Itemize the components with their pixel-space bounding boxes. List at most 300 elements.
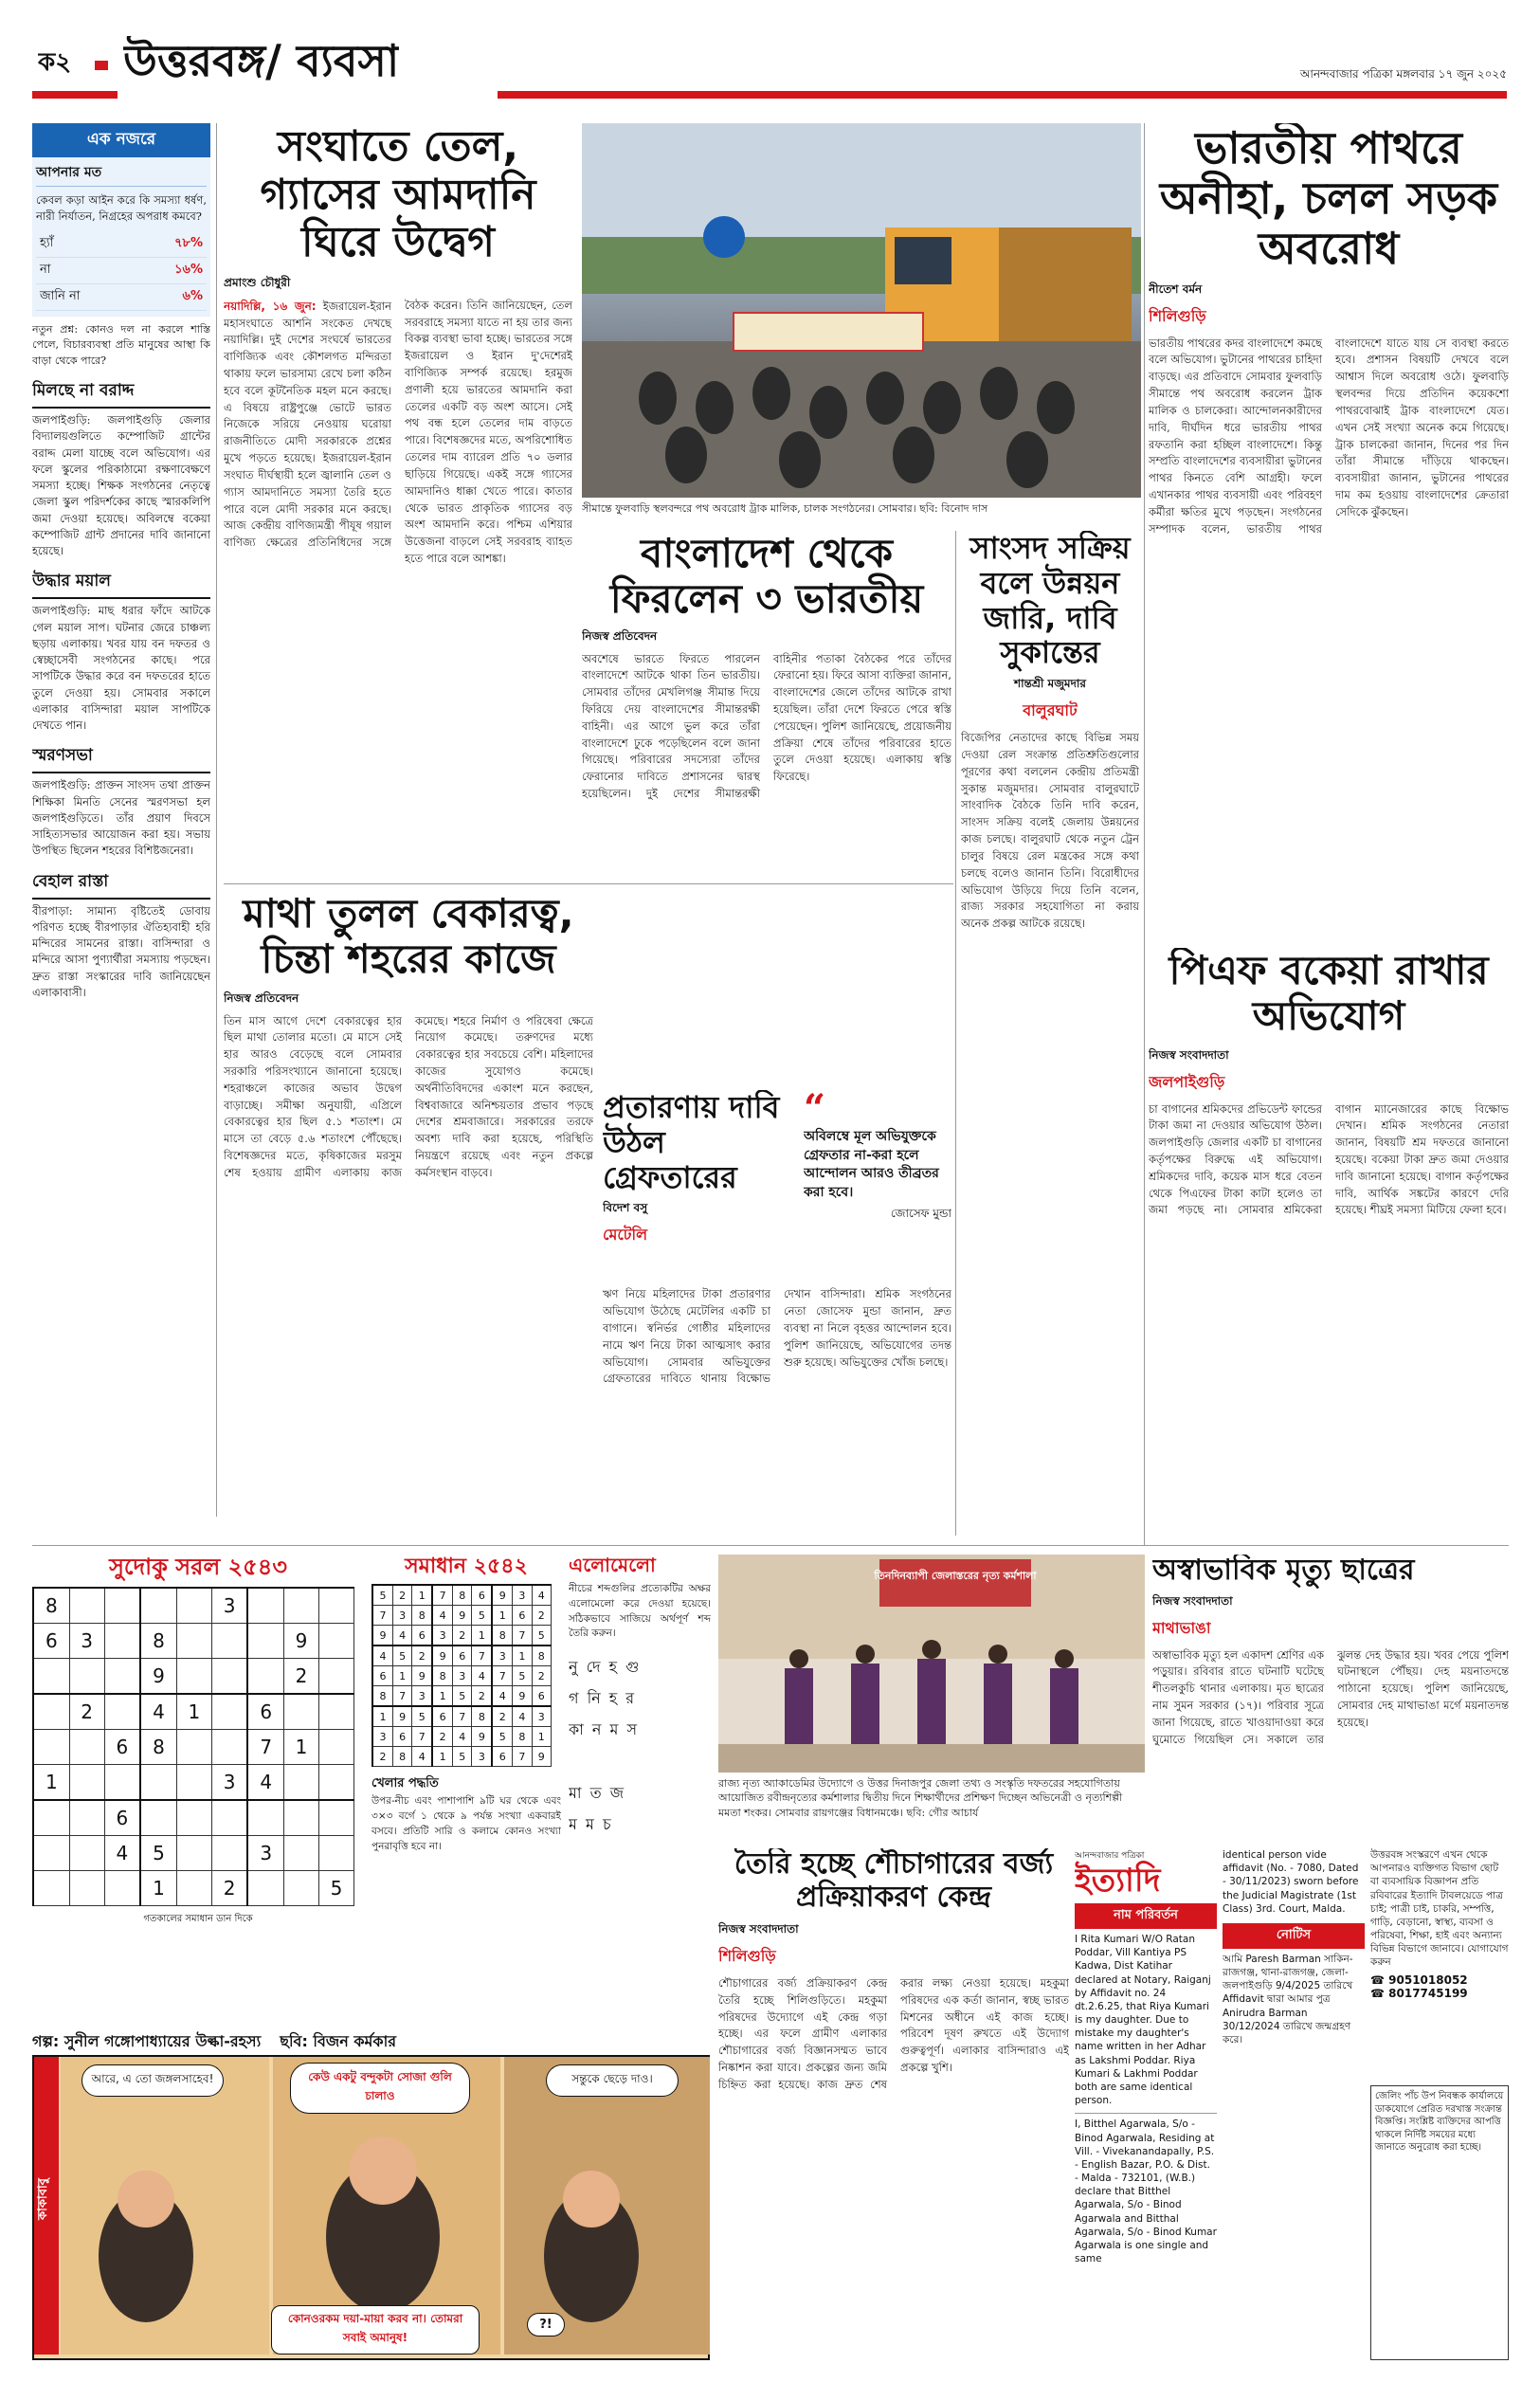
grid-cell [247,1623,283,1658]
grid-cell: 1 [492,1606,512,1626]
grid-cell: 7 [247,1729,283,1764]
poll-title: আপনার মত [36,161,207,187]
grid-cell [176,1800,211,1836]
poll-row [36,258,207,284]
grid-cell [176,1623,211,1658]
classifieds [1075,1848,1509,2365]
puzzle-row: নু দে হ গু [569,1658,642,1676]
grid-cell: 6 [104,1729,140,1764]
sudoku-footer: গতকালের সমাধান ডান দিকে [143,1913,253,1924]
story-text: শৌচাগারের বর্জ্য প্রক্রিয়াকরণ কেন্দ্র তৈরি হচ্ছে শিলিগুড়িতে। মহকুমা পরিষদের উদ্যোগে এই কেন্দ্র গড়া হচ্ছে। এর ফলে গ্রামীণ এলাকার শৌচাগারের বর্জ্য বিজ্ঞানসম্মত ভাবে নিষ্কাশন করা যাবে। প্রকল্পের জন্য জমি চিহ্নিত করা হয়েছে। কাজ দ্রুত শেষ করার লক্ষ্য নেওয়া হয়েছে। মহকুমা পরিষদের এক কর্তা জানান, স্বচ্ছ ভারত মিশনের অধীনে এই কাজ হচ্ছে। পরিবেশ দূষণ রুখতে এই উদ্যোগ গুরুত্বপূর্ণ। এলাকার বাসিন্দারাও এই প্রকল্পে খুশি। [718,1976,1069,2091]
grid-cell [176,1870,211,1905]
grid-row [372,1585,552,1606]
dateline: বালুরঘাট [1023,701,1078,720]
grid-cell [211,1729,247,1764]
grid-cell [69,1764,104,1800]
grid-cell [104,1588,140,1624]
phone-icon: ☎ [1370,1986,1385,2000]
phone-number: 9051018052 [1388,1973,1468,1987]
grid-cell: 9 [513,1686,532,1707]
comic-side-label [34,2057,59,2355]
grid-cell [69,1729,104,1764]
grid-cell [176,1729,211,1764]
rules-title: খেলার পদ্ধতি [371,1776,439,1791]
notice-text: I, Bitthel Agarwala, S/o - Binod Agarwala, Residing at Vill. - Vivekanandapally, P.S. - English Bazar, P.O. & Dist. - Malda - 732101, (W.B.) declare that Bitthel Agarwala, S/o - Binod Agarwala and Bitthal Agarwala, S/o - Binod Kumar Agarwala is one single and same [1075,2113,1217,2265]
comic-artist: ছবি: বিজন কর্মকার [280,2031,397,2050]
grid-cell [318,1764,353,1800]
poll-row [36,284,207,311]
comic-header [32,2028,710,2055]
quote-author: জোসেফ মুন্ডা [890,1207,951,1221]
story-death [1152,1555,1509,1839]
grid-cell [176,1658,211,1694]
grid-cell: 9 [412,1666,432,1686]
grid-cell: 5 [453,1686,472,1707]
poll-box [32,157,210,317]
grid-cell: 9 [284,1623,319,1658]
sidebar [32,123,210,1512]
grid-cell [284,1800,319,1836]
grid-cell: 1 [513,1646,532,1666]
grid-cell: 7 [513,1747,532,1767]
pull-quote [804,1090,951,1251]
headline: তৈরি হচ্ছে শৌচাগারের বর্জ্য প্রক্রিয়াকরণ কেন্দ্র [734,1848,1054,1914]
grid-cell [33,1694,69,1730]
grid-cell: 6 [412,1626,432,1646]
dateline: শিলিগুড়ি [718,1947,776,1965]
sidebar-item-text: জলপাইগুড়ি: মাছ ধরার ফাঁদে আটকে গেল ময়াল সাপ। ঘটনার জেরে চাঞ্চল্য ছড়ায় এলাকায়। খবর যায় বন দফতর ও স্বেচ্ছাসেবী সংগঠনের কাছে। পরে সাপটিকে উদ্ধার করে বন দফতরের হাতে তুলে দেওয়া হয়। সোমবার সকালে এলাকার বাসিন্দারা ময়াল সাপটিকে দেখতে পান। [32,604,210,732]
dateline: জলপাইগুড়ি [1149,1072,1225,1091]
grid-cell: 3 [211,1588,247,1624]
grid-cell: 6 [492,1747,512,1767]
poll-value: ৭৮% [174,235,203,250]
grid-cell: 7 [392,1686,411,1707]
byline: বিদেশ বসু [603,1201,648,1215]
grid-cell: 1 [472,1626,492,1646]
grid-cell [318,1800,353,1836]
byline: নিজস্ব সংবাদদাতা [1149,1047,1229,1062]
grid-cell: 3 [492,1646,512,1666]
dance-photo [718,1555,1145,1773]
grid-cell: 6 [532,1686,551,1707]
byline: শান্তশ্রী মজুমদার [1014,677,1086,691]
headline: বাংলাদেশ থেকে ফিরলেন ৩ ভারতীয় [609,531,924,623]
grid-cell: 4 [104,1835,140,1870]
puzzle-row: ম ম চ [569,1815,613,1833]
speech-bubble: কেউ একটু বন্দুকটা সোজা গুলি চালাও [290,2063,470,2114]
grid-cell: 1 [140,1870,176,1905]
grid-cell: 8 [513,1727,532,1747]
grid-cell: 9 [392,1706,411,1727]
photo-protest-block [582,123,1141,521]
grid-cell: 9 [492,1585,512,1606]
grid-cell: 8 [472,1706,492,1727]
phone-icon: ☎ [1370,1973,1385,1987]
puzzle-row: মা ত জ [569,1784,626,1802]
grid-cell: 3 [69,1623,104,1658]
grid-cell [33,1658,69,1694]
sidebar-item-title: স্মরণসভা [32,743,210,773]
headline: ভারতীয় পাথরে অনীহা, চলল সড়ক অবরোধ [1159,123,1498,274]
story-waste [718,1848,1069,2360]
grid-cell [176,1835,211,1870]
grid-cell [140,1588,176,1624]
grid-cell: 3 [532,1706,551,1727]
story-bangladesh [582,531,951,891]
grid-cell: 8 [453,1585,472,1606]
grid-cell [104,1870,140,1905]
grid-row [372,1646,552,1666]
dateline: মেটেলি [603,1226,648,1245]
grid-cell: 4 [532,1585,551,1606]
grid-cell: 7 [492,1666,512,1686]
grid-cell [140,1800,176,1836]
grid-cell [284,1764,319,1800]
grid-cell: 5 [513,1666,532,1686]
grid-cell: 4 [432,1606,452,1626]
story-gas [224,123,572,882]
story-stone [1149,123,1509,844]
grid-row [33,1658,354,1694]
grid-row [33,1588,354,1624]
grid-cell [140,1764,176,1800]
byline: নিজস্ব প্রতিবেদন [582,628,658,643]
grid-cell [211,1623,247,1658]
photo-caption: সীমান্তে ফুলবাড়ি স্থলবন্দরে পথ অবরোধ ট্রাক মালিক, চালক সংগঠনের। সোমবার। ছবি: বিনোদ দাস [582,502,988,515]
grid-cell: 7 [472,1646,492,1666]
grid-cell [318,1694,353,1730]
grid-cell: 1 [392,1666,411,1686]
grid-cell [284,1870,319,1905]
grid-cell [33,1729,69,1764]
story-body [224,298,572,882]
grid-cell: 8 [33,1588,69,1624]
grid-cell [104,1658,140,1694]
sidebar-header: এক নজরে [32,123,210,157]
speech-bubble: সন্তুকে ছেড়ে দাও। [546,2064,679,2097]
phone-number: 8017745199 [1388,1986,1468,2000]
speech-bubble: কোনওরকম দয়া-মায়া করব না। তোমরা সবাই অমানুষ! [271,2305,480,2355]
story-mp [961,531,1139,1536]
poll-value: ৬% [182,288,203,303]
classifieds-col-a [1075,1848,1217,2365]
sidebar-item-text: বীরপাড়া: সামান্য বৃষ্টিতেই ডোবায় পরিণত হচ্ছে বীরপাড়ার ঐতিহ্যবাহী হরি মন্দিরের সামনের রাস্তা। বাসিন্দারা ও মন্দিরে আসা পুণ্যার্থীরা সমস্যায় পড়ছেন। দ্রুত রাস্তা সংস্কারের দাবি জানিয়েছেন এলাকাবাসী। [32,903,210,999]
grid-cell: 4 [372,1646,392,1666]
grid-cell: 4 [472,1666,492,1686]
speech-bubble: আরে, এ তো জঙ্গলসাহেব! [82,2064,224,2097]
grid-cell: 4 [247,1764,283,1800]
grid-cell: 1 [33,1764,69,1800]
grid-cell [69,1870,104,1905]
poll-label: জানি না [40,288,81,303]
legal-notice: জেলিং পাঁচ উপ নিবন্ধক কার্যালয়ে ডাকযোগে প্রেরিত দরখাস্ত সংক্রান্ত বিজ্ঞপ্তি। সংশ্লিষ্ট ব্যক্তিদের আপত্তি থাকলে নির্দিষ্ট সময়ের মধ্যে জানাতে অনুরোধ করা হচ্ছে। [1370,2085,1509,2360]
quote-text: অবিলম্বে মূল অভিযুক্তকে গ্রেফতার না-করা হলে আন্দোলন আরও তীব্রতর করা হবে। [804,1129,939,1200]
grid-cell [69,1658,104,1694]
grid-cell: 8 [140,1729,176,1764]
grid-row [33,1835,354,1870]
grid-cell: 2 [284,1658,319,1694]
grid-cell: 6 [372,1666,392,1686]
grid-cell: 2 [69,1694,104,1730]
grid-cell: 5 [372,1585,392,1606]
headline: অস্বাভাবিক মৃত্যু ছাত্রের [1152,1555,1415,1587]
grid-cell: 8 [492,1626,512,1646]
grid-cell: 7 [513,1626,532,1646]
comic-side-text: কাকাবাবু [36,2178,50,2220]
classifieds-section: নোটিস [1223,1923,1365,1949]
promo-text: উত্তরবঙ্গ সংস্করণে এখন থেকে আপনারও ব্যক্তিগত বিভাগ ছোট বা ব্যবসায়িক বিজ্ঞাপন প্রতি রবিবারের ইত্যাদি টাবলয়েডে পাত্র চাই; পাত্রী চাই, চাকরি, সম্পত্তি, গাড়ি, বেড়ানো, স্বাস্থ্য, ব্যবসা ও পরিষেবা, শিক্ষা, হাই এবং অন্যান্য বিভিন্ন বিভাগে জানাবে। যোগাযোগ করুন [1370,1849,1509,1969]
solution-grid [371,1584,552,1767]
dateline: শিলিগুড়ি [1149,306,1206,325]
puzzle-title: এলোমেলো [569,1555,656,1576]
grid-cell: 9 [532,1747,551,1767]
grid-cell [318,1623,353,1658]
grid-cell [284,1835,319,1870]
grid-cell [176,1588,211,1624]
grid-cell: 3 [453,1666,472,1686]
grid-cell: 4 [492,1686,512,1707]
grid-cell: 6 [392,1727,411,1747]
promo-phone [1370,1973,1509,1987]
byline: নিজস্ব প্রতিবেদন [224,991,299,1005]
grid-cell [318,1588,353,1624]
speech-bubble: ?! [527,2313,565,2337]
grid-cell: 8 [432,1666,452,1686]
grid-cell [33,1800,69,1836]
grid-row [33,1623,354,1658]
story-text: চা বাগানের শ্রমিকদের প্রভিডেন্ট ফান্ডের টাকা জমা না দেওয়ার অভিযোগ উঠল। জলপাইগুড়ি জেলার একটি চা বাগানের কর্তৃপক্ষের বিরুদ্ধে এই অভিযোগ। শ্রমিকদের দাবি, কয়েক মাস ধরে বেতন থেকে পিএফের টাকা কাটা হলেও তা জমা পড়ছে না। সোমবার শ্রমিকেরা বাগান ম্যানেজারের কাছে বিক্ষোভ দেখান। শ্রমিক সংগঠনের নেতারা জানান, বিষয়টি শ্রম দফতরে জানানো হয়েছে। বকেয়া টাকা দ্রুত জমা দেওয়ার দাবি জানানো হয়েছে। বাগান কর্তৃপক্ষের দাবি, আর্থিক সঙ্কটের কারণে দেরি হয়েছে। শীঘ্রই সমস্যা মিটিয়ে ফেলা হবে। [1149,1101,1509,1217]
grid-row [372,1606,552,1626]
grid-cell [211,1800,247,1836]
sudoku-title: সুদোকু সরল ২৫৪৩ [109,1555,287,1580]
grid-cell [69,1800,104,1836]
grid-cell [176,1764,211,1800]
grid-cell: 9 [140,1658,176,1694]
sidebar-item-title: মিলছে না বরাদ্দ [32,378,210,409]
grid-cell: 2 [472,1686,492,1707]
dance-photo-illustration [718,1555,1145,1773]
masthead [0,0,1540,106]
grid-cell: 9 [453,1606,472,1626]
protest-photo [582,123,1141,498]
story-pf [1149,948,1509,1536]
grid-cell [247,1588,283,1624]
grid-cell: 7 [372,1606,392,1626]
grid-cell: 9 [432,1646,452,1666]
comic-panels [32,2055,710,2360]
grid-cell [33,1870,69,1905]
grid-cell: 3 [412,1686,432,1707]
grid-row [33,1764,354,1800]
photo-caption: রাজ্য নৃত্য অ্যাকাডেমির উদ্যোগে ও উত্তর দিনাজপুর জেলা তথ্য ও সংস্কৃতি দফতরের সহযোগিতায় আয়োজিত রবীন্দ্রনৃত্যের কর্মশালার দ্বিতীয় দিনে শিক্ষার্থীদের প্রশিক্ষণ দিচ্ছেন অভিনেত্রী ও নৃত্যশিল্পী মমতা শংকর। সোমবার রায়গঞ্জের বিধানমঞ্চে। ছবি: গৌর আচার্য [718,1777,1123,1819]
grid-cell: 4 [140,1694,176,1730]
protest-photo-illustration [582,123,1141,498]
grid-cell: 5 [453,1747,472,1767]
column-rule [1144,123,1145,1545]
grid-cell [247,1658,283,1694]
grid-cell: 2 [453,1626,472,1646]
comic-strip [32,2028,710,2360]
grid-row [372,1706,552,1727]
grid-cell [284,1588,319,1624]
story-text: অস্বাভাবিক মৃত্যু হল একাদশ শ্রেণির এক পড়ুয়ার। রবিবার রাতে ঘটনাটি ঘটেছে শীতলকুচি থানার এলাকায়। মৃত ছাত্রের নাম সুমন সরকার (১৭)। পরিবার সূত্রে জানা গিয়েছে, রাতে খাওয়াদাওয়া করে ঘুমোতে গিয়েছিল সে। সকালে তার ঝুলন্ত দেহ উদ্ধার হয়। খবর পেয়ে পুলিশ ঘটনাস্থলে পৌঁছয়। দেহ ময়নাতদন্তে পাঠানো হয়েছে। পুলিশ জানিয়েছে, সোমবার দেহ মাথাভাঙা মর্গে ময়নাতদন্ত হয়েছে। [1152,1647,1509,1746]
poll-next-question: নতুন প্রশ্ন: কোনও দল না করলে শাস্তি পেলে, বিচারব্যবস্থা প্রতি মানুষের আস্থা কি বাড়া থেকে পারে? [32,322,210,367]
grid-cell: 3 [372,1727,392,1747]
notice-text: identical person vide affidavit (No. - 7080, Dated - 30/11/2023) sworn before the Judicial Magistrate (1st Class) 3rd. Court, Malda. [1223,1849,1359,1915]
grid-cell: 6 [513,1606,532,1626]
grid-cell: 3 [472,1747,492,1767]
grid-cell [211,1658,247,1694]
grid-row [33,1694,354,1730]
grid-cell: 7 [453,1706,472,1727]
story-text: অবশেষে ভারতে ফিরতে পারলেন বাংলাদেশে আটকে থাকা তিন ভারতীয়। সোমবার তাঁদের মেখলিগঞ্জ সীমান্ত দিয়ে ফিরিয়ে দেয় বাংলাদেশের সীমান্তরক্ষী বাহিনী। এর আগে ভুল করে তাঁরা বাংলাদেশে ঢুকে পড়েছিলেন বলে জানা গিয়েছে। পরিবারের সদস্যেরা তাঁদের ফেরানোর দাবিতে প্রশাসনের দ্বারস্থ হয়েছিলেন। দুই দেশের সীমান্তরক্ষী বাহিনীর পতাকা বৈঠকের পরে তাঁদের ফেরানো হয়। ফিরে আসা ব্যক্তিরা জানান, বাংলাদেশের জেলে তাঁদের আটকে রাখা হয়েছিল। তাঁরা দেশে ফিরতে পেরে স্বস্তি পেয়েছেন। পুলিশ জানিয়েছে, প্রয়োজনীয় প্রক্রিয়া শেষে তাঁদের পরিবারের হাতে তুলে দেওয়া হয়েছে। এলাকায় স্বস্তি ফিরেছে। [582,651,951,801]
grid-cell: 5 [318,1870,353,1905]
poll-label: হ্যাঁ [40,235,54,250]
byline: নিজস্ব সংবাদদাতা [1152,1593,1233,1608]
headline: সাংসদ সক্রিয় বলে উন্নয়ন জারি, দাবি সুকান্তের [969,531,1131,671]
grid-cell: 3 [211,1764,247,1800]
rules-text: উপর-নীচ এবং পাশাপাশি ৯টি ঘর থেকে এবং ৩×৩ বর্গে ১ থেকে ৯ পর্যন্ত সংখ্যা একবারই বসবে। প্রতিটি সারি ও কলামে কোনও সংখ্যা পুনরাবৃত্তি হবে না। [371,1795,561,1852]
solution-title: সমাধান ২৫৪২ [405,1555,528,1578]
grid-cell: 1 [532,1727,551,1747]
photo-dance-block [718,1555,1145,1839]
grid-cell: 8 [532,1646,551,1666]
classifieds-brand: ইত্যাদি [1075,1862,1161,1900]
section-title: উত্তরবঙ্গ/ ব্যবসা [123,36,400,86]
grid-cell: 8 [392,1747,411,1767]
puzzle-text: নীচের শব্দগুলির প্রত্যেকটির অক্ষর এলোমেলো করে দেওয়া হয়েছে। সঠিকভাবে সাজিয়ে অর্থপূর্ণ শব্দ তৈরি করুন। [569,1583,711,1640]
grid-cell: 4 [513,1706,532,1727]
grid-cell [211,1835,247,1870]
poll-label: না [40,262,51,277]
grid-cell [284,1694,319,1730]
word-puzzle-block [569,1555,711,2019]
page-number: ক২ [38,49,72,77]
grid-cell: 6 [432,1706,452,1727]
headline: পিএফ বকেয়া রাখার অভিযোগ [1169,948,1489,1040]
grid-cell [247,1870,283,1905]
grid-cell: 2 [532,1666,551,1686]
dance-banner-text: তিনদিনব্যাপী জেলাস্তরের নৃত্য কর্মশালা [874,1570,1037,1582]
classifieds-sub: আনন্দবাজার পত্রিকা [1075,1851,1145,1861]
headline: মাথা তুলল বেকারত্ব, চিন্তা শহরের কাজে [243,891,574,983]
grid-cell: 2 [392,1585,411,1606]
classifieds-section: নাম পরিবর্তন [1075,1903,1217,1929]
byline: প্রমাংশু চৌধুরী [224,275,291,289]
poll-row [36,231,207,258]
grid-cell: 9 [372,1626,392,1646]
grid-cell [33,1835,69,1870]
story-text: তিন মাস আগে দেশে বেকারত্বের হার ছিল মাথা তোলার মতো। মে মাসে সেই হার আরও বেড়েছে বলে সোমবার সরকারি পরিসংখ্যানে জানানো হয়েছে। শহরাঞ্চলে কাজের অভাব উদ্বেগ বাড়াচ্ছে। সমীক্ষা অনুযায়ী, এপ্রিলে বেকারত্বের হার ছিল ৫.১ শতাংশ। মে মাসে তা বেড়ে ৫.৬ শতাংশে পৌঁছেছে। বিশেষজ্ঞদের মতে, কৃষিকাজের মরসুম শেষ হওয়ায় গ্রামীণ এলাকায় কাজ কমেছে। শহরে নির্মাণ ও পরিষেবা ক্ষেত্রে নিয়োগ কমেছে। তরুণদের মধ্যে বেকারত্বের হার সবচেয়ে বেশি। মহিলাদের কাজের সুযোগও কমেছে। অর্থনীতিবিদদের একাংশ মনে করছেন, বিশ্ববাজারে অনিশ্চয়তার প্রভাব পড়ছে দেশের শ্রমবাজারে। সরকারের তরফে অবশ্য দাবি করা হয়েছে, পরিস্থিতি নিয়ন্ত্রণে রয়েছে এবং নতুন প্রকল্পে কর্মসংস্থান বাড়বে। [224,1013,593,1179]
notice-text: আমি Paresh Barman সাকিন-রাজগঞ্জ, থানা-রাজগঞ্জ, জেলা-জলপাইগুড়ি 9/4/2025 তারিখে Affidavit দ্বারা আমার পুত্র Anirudra Barman 30/12/2024 তারিখে জন্মগ্রহণ করে। [1223,1953,1353,2046]
brand-mark-icon [95,61,108,70]
puzzle-row: কা ন ম স [569,1720,640,1738]
section-rule [224,883,953,884]
sidebar-item-text: জলপাইগুড়ি: জলপাইগুড়ি জেলার বিদ্যালয়গুলিতে কম্পোজিট গ্রান্টের বরাদ্দ মেলা যাচ্ছে বলে অভিযোগ। এর ফলে স্কুলের পরিকাঠামো রক্ষণাবেক্ষণে সমস্যা হচ্ছে। শিক্ষক সংগঠনের নেতৃত্বে জেলা স্কুল পরিদর্শকের কাছে স্মারকলিপি জমা দেওয়া হয়েছে। অবিলম্বে বকেয়া কম্পোজিট গ্রান্ট প্রদানের দাবি জানানো হয়েছে। [32,413,210,557]
quote-mark-icon: “ [804,1090,826,1131]
notice-text: I Rita Kumari W/O Ratan Poddar, Vill Kantiya PS Kadwa, Dist Katihar declared at Notary, Raiganj by Affidavit no. 24 dt.2.6.25, that Riya Kumari is my daughter. Due to mistake my daughter's name written in her Adhar as Lakshmi Poddar. Riya Kumari & Lakhmi Poddar both are same identical person. [1075,1934,1211,2107]
grid-cell: 7 [432,1585,452,1606]
grid-cell: 4 [453,1727,472,1747]
grid-cell [104,1764,140,1800]
grid-cell: 5 [412,1706,432,1727]
grid-cell [211,1694,247,1730]
grid-cell: 2 [211,1870,247,1905]
grid-cell: 7 [412,1727,432,1747]
grid-cell: 3 [513,1585,532,1606]
sudoku-block [32,1555,364,2019]
grid-cell: 5 [532,1626,551,1646]
grid-row [33,1800,354,1836]
grid-cell: 6 [33,1623,69,1658]
grid-cell: 1 [176,1694,211,1730]
grid-cell: 4 [412,1747,432,1767]
grid-cell: 2 [432,1727,452,1747]
grid-cell [69,1835,104,1870]
story-unemployment [224,891,593,1526]
poll-value: ১৬% [174,262,203,277]
grid-cell: 8 [412,1606,432,1626]
grid-cell: 3 [432,1626,452,1646]
grid-cell: 6 [247,1694,283,1730]
grid-cell: 6 [472,1585,492,1606]
poll-question: কেবল কড়া আইন করে কি সমস্যা ধর্ষণ, নারী নির্যাতন, নিগ্রহের অপরাধ কমবে? [36,193,207,224]
grid-row [372,1727,552,1747]
column-rule [955,531,956,1536]
grid-cell: 4 [392,1626,411,1646]
grid-row [372,1666,552,1686]
grid-cell [104,1694,140,1730]
story-fraud [603,1090,951,1536]
grid-cell: 1 [412,1585,432,1606]
dateline: মাথাভাঙা [1152,1618,1211,1637]
classifieds-promo [1370,1848,1509,2076]
grid-cell: 8 [372,1686,392,1707]
grid-cell [318,1835,353,1870]
masthead-rule-left [32,91,118,99]
grid-cell: 1 [284,1729,319,1764]
section-rule [32,1545,1509,1546]
headline: সংঘাতে তেল, গ্যাসের আমদানি ঘিরে উদ্বেগ [260,123,536,267]
grid-row [372,1686,552,1707]
grid-cell [247,1800,283,1836]
classifieds-col-b [1223,1848,1365,2365]
sudoku-grid [32,1587,354,1906]
grid-cell [318,1658,353,1694]
grid-cell: 3 [247,1835,283,1870]
grid-cell [104,1623,140,1658]
puzzle-row: গ নি হ র [569,1689,637,1707]
grid-cell: 1 [432,1686,452,1707]
dateline: নয়াদিল্লি, ১৬ জুন: [224,299,317,313]
story-text: ঋণ নিয়ে মহিলাদের টাকা প্রতারণার অভিযোগ উঠেছে মেটেলির একটি চা বাগানে। স্বনির্ভর গোষ্ঠীর মহিলাদের নামে ঋণ নিয়ে টাকা আত্মসাৎ করার অভিযোগ। সোমবার অভিযুক্তের গ্রেফতারের দাবিতে থানায় বিক্ষোভ দেখান বাসিন্দারা। শ্রমিক সংগঠনের নেতা জোসেফ মুন্ডা জানান, দ্রুত ব্যবস্থা না নিলে বৃহত্তর আন্দোলন হবে। পুলিশ জানিয়েছে, অভিযোগের তদন্ত শুরু হয়েছে। অভিযুক্তের খোঁজ চলছে। [603,1287,951,1386]
grid-cell: 5 [392,1646,411,1666]
grid-row [33,1870,354,1905]
comic-title: গল্প: সুনীল গঙ্গোপাধ্যায়ের উল্কা-রহস্য [32,2031,262,2050]
grid-cell: 9 [472,1727,492,1747]
sidebar-item-text: জলপাইগুড়ি: প্রাক্তন সাংসদ তথা প্রাক্তন শিক্ষিকা মিনতি সেনের স্মরণসভা হল জলপাইগুড়িতে। তাঁর প্রয়াণ দিবসে সাহিত্যসভার আয়োজন করা হয়। সভায় উপস্থিত ছিলেন শহরের বিশিষ্টজনেরা। [32,778,210,858]
grid-cell: 5 [140,1835,176,1870]
story-text: বিজেপির নেতাদের কাছে বিভিন্ন সময় দেওয়া রেল সংক্রান্ত প্রতিশ্রুতিগুলোর পূরণের কথা বললেন কেন্দ্রীয় প্রতিমন্ত্রী সুকান্ত মজুমদার। সোমবার বালুরঘাটে সাংবাদিক বৈঠকে তিনি দাবি করেন, সাংসদ সক্রিয় বলেই জেলায় উন্নয়নের কাজ চলছে। বালুরঘাট থেকে নতুন ট্রেন চালুর বিষয়ে রেল মন্ত্রকের সঙ্গে কথা চলছে বলেও জানান তিনি। বিরোধীদের অভিযোগ উড়িয়ে দিয়ে তিনি বলেন, রাজ্য সরকার সহযোগিতা না করায় অনেক প্রকল্প আটকে রয়েছে। [961,731,1139,931]
byline: নিজস্ব সংবাদদাতা [718,1922,799,1936]
promo-phone [1370,1987,1509,2000]
story-text: ভারতীয় পাথরের কদর বাংলাদেশে কমছে বলে অভিযোগ। ভুটানের পাথরের চাহিদা বাড়ছে। এর প্রতিবাদে সোমবার ফুলবাড়ি সীমান্তে পথ অবরোধ করলেন ট্রাক মালিক ও চালকেরা। আন্দোলনকারীদের দাবি, দীর্ঘদিন ধরে ভারতীয় পাথর রফতানি করা হচ্ছিল বাংলাদেশে। কিন্তু সম্প্রতি বাংলাদেশের ব্যবসায়ীরা ভুটানের পাথর কিনতে বেশি আগ্রহী। ফলে এখানকার পাথর ব্যবসায়ী এবং পরিবহণ কর্মীরা ক্ষতির মুখে পড়ছেন। সংগঠনের সম্পাদক বলেন, ভারতীয় পাথর বাংলাদেশে যাতে যায় সে ব্যবস্থা করতে হবে। প্রশাসন বিষয়টি দেখবে বলে আশ্বাস দিলে অবরোধ ওঠে। ফুলবাড়ি স্থলবন্দর দিয়ে প্রতিদিন কয়েকশো পাথরবোঝাই ট্রাক বাংলাদেশে যেত। এখন সেই সংখ্যা অনেক কমে গিয়েছে। ট্রাক চালকেরা জানান, দিনের পর দিন তাঁরা সীমান্তে দাঁড়িয়ে থাকছেন। ব্যবসায়ীরা জানান, ভুটানের পাথরের দাম কম হওয়ায় বাংলাদেশের ক্রেতারা সেদিকে ঝুঁকছেন। [1149,336,1509,536]
grid-cell: 2 [492,1706,512,1727]
grid-cell [318,1729,353,1764]
story-text: ইজরায়েল-ইরান মহাসংঘাতে আশনি সংকেত দেখছে নয়াদিল্লি। দুই দেশের সংঘর্ষে ভারতের বাণিজ্যিক এবং কৌশলগত মন্দিরতা থাকায় ফলে ভারসাম্য রেখে চলা কঠিন হবে বলে কূটনৈতিক মহল মনে করছে। এ বিষয়ে রাষ্ট্রপুঞ্জে ভোটে ভারত নিজেকে সরিয়ে নেওয়ায় ঘরোয়া রাজনীতিতে মোদী সরকারকে প্রশ্নের মুখে পড়তে হয়েছে। ইজরায়েল-ইরান সংঘাত দীর্ঘস্থায়ী হলে জ্বালানি তেল ও গ্যাস আমদানিতে সমস্যা তৈরি হতে পারে বলে মোদী সরকার মনে করছে। আজ কেন্দ্রীয় বাণিজ্যমন্ত্রী পীযূষ গয়াল বাণিজ্য ক্ষেত্রের প্রতিনিধিদের সঙ্গে বৈঠক করেন। তিনি জানিয়েছেন, তেল সরবরাহে সমস্যা যাতে না হয় তার জন্য বিকল্প ব্যবস্থা ভাবা হচ্ছে। ভারতের সঙ্গে ইজরায়েল ও ইরান দু'দেশেরই বাণিজ্যিক সম্পর্ক রয়েছে। হরমুজ প্রণালী হয়ে ভারতের আমদানি করা তেলের একটি বড় অংশ আসে। সেই পথ বন্ধ হলে তেলের দাম বাড়তে পারে। বিশেষজ্ঞদের মতে, অপরিশোধিত তেলের দাম ব্যারেল প্রতি ৭০ ডলার ছাড়িয়ে গিয়েছে। একই সঙ্গে গ্যাসের আমদানিও ধাক্কা খেতে পারে। কাতার থেকে ভারত প্রাকৃতিক গ্যাসের বড় অংশ আমদানি করে। পশ্চিম এশিয়ার উত্তেজনা বাড়লে সেই সরবরাহ ব্যাহত হতে পারে বলে আশঙ্কা। [224,298,572,565]
byline: নীতেশ বর্মন [1149,282,1203,296]
grid-cell: 6 [453,1646,472,1666]
